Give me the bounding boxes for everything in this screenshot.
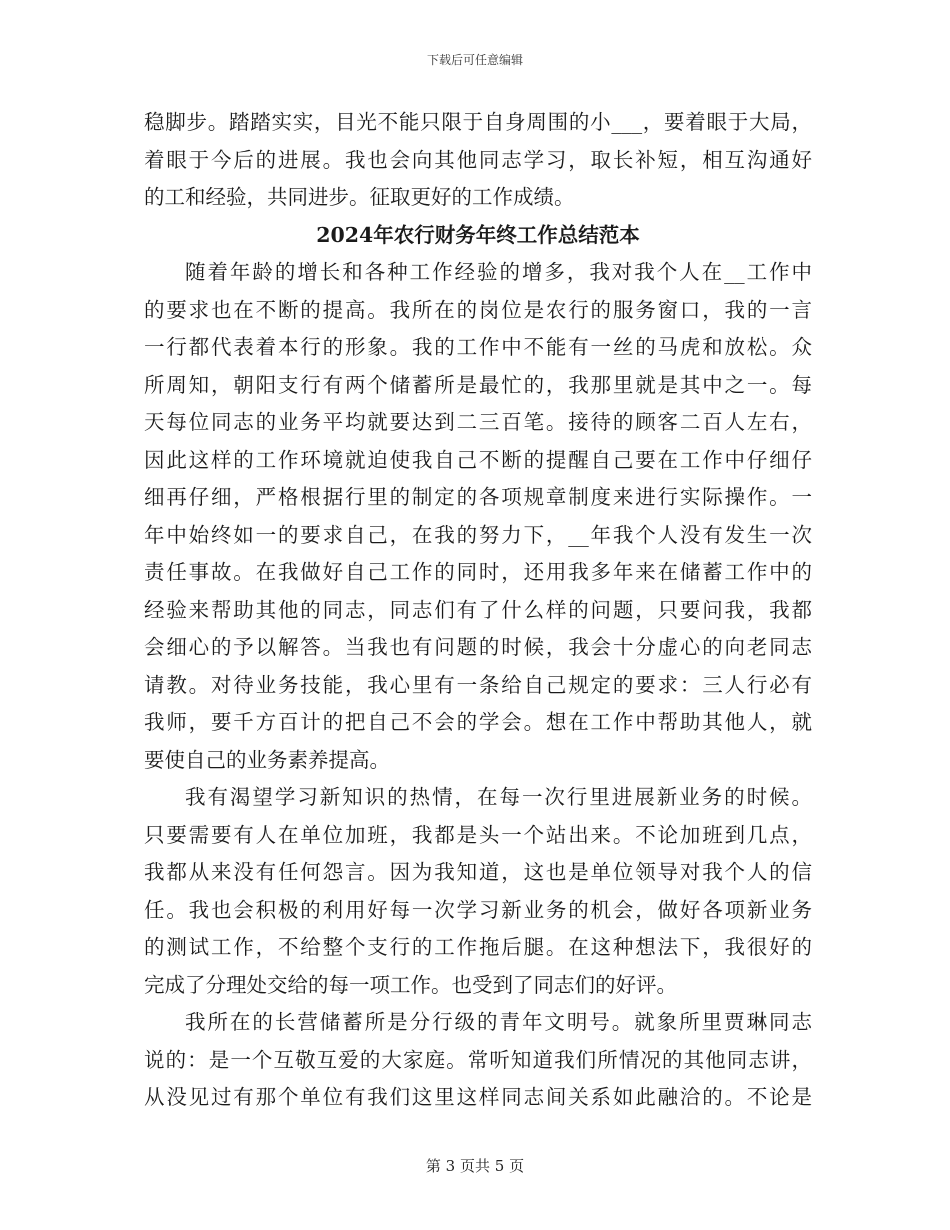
text-line: 一行都代表着本行的形象。我的工作中不能有一丝的马虎和放松。众 (144, 335, 812, 359)
text-line: 要使自己的业务素养提高。 (144, 747, 390, 772)
text-line: 任。我也会积极的利用好每一次学习新业务的机会，做好各项新业务 (144, 897, 812, 922)
text-line: 的工和经验，共同进步。征取更好的工作成绩。 (144, 185, 575, 209)
text-line: 着眼于今后的进展。我也会向其他同志学习，取长补短，相互沟通好 (144, 147, 812, 172)
text-line: 责任事故。在我做好自己工作的同时，还用我多年来在储蓄工作中的 (144, 560, 812, 584)
text-line: 完成了分理处交给的每一项工作。也受到了同志们的好评。 (144, 972, 677, 997)
intro-paragraph (144, 104, 812, 217)
paragraph-3 (144, 1004, 812, 1117)
text-line: 只要需要有人在单位加班，我都是头一个站出来。不论加班到几点， (144, 822, 812, 847)
text-line: 细再仔细，严格根据行里的制定的各项规章制度来进行实际操作。一 (144, 485, 812, 509)
text-line: 因此这样的工作环境就迫使我自己不断的提醒自己要在工作中仔细仔 (144, 447, 812, 472)
text-line: 从没见过有那个单位有我们这里这样同志间关系如此融洽的。不论是 (144, 1085, 812, 1109)
text-line: 经验来帮助其他的同志，同志们有了什么样的问题，只要问我，我都 (144, 597, 812, 622)
text-line: 年中始终如一的要求自己，在我的努力下，__年我个人没有发生一次 (144, 522, 812, 547)
page-footer: 第 3 页共 5 页 (425, 1157, 525, 1175)
text-line: 我有渴望学习新知识的热情，在每一次行里进展新业务的时候。 (185, 785, 812, 809)
paragraph-2 (144, 779, 812, 1004)
text-line: 稳脚步。踏踏实实，目光不能只限于自身周围的小___，要着眼于大局， (144, 110, 812, 134)
text-line: 所周知，朝阳支行有两个储蓄所是最忙的，我那里就是其中之一。每 (144, 372, 812, 397)
text-line: 我师，要千方百计的把自己不会的学会。想在工作中帮助其他人，就 (144, 710, 812, 734)
document-body (144, 104, 812, 1117)
text-line: 会细心的予以解答。当我也有问题的时候，我会十分虚心的向老同志 (144, 635, 812, 659)
text-line: 我都从来没有任何怨言。因为我知道，这也是单位领导对我个人的信 (144, 860, 812, 884)
text-line: 天每位同志的业务平均就要达到二三百笔。接待的顾客二百人左右， (144, 410, 812, 434)
paragraph-1 (144, 254, 812, 779)
text-line: 说的：是一个互敬互爱的大家庭。常听知道我们所情况的其他同志讲， (144, 1047, 812, 1072)
text-line: 随着年龄的增长和各种工作经验的增多，我对我个人在__工作中 (185, 260, 812, 284)
document-title: 2024年农行财务年终工作总结范本 (316, 222, 640, 247)
text-line: 的要求也在不断的提高。我所在的岗位是农行的服务窗口，我的一言 (144, 297, 812, 322)
text-line: 我所在的长营储蓄所是分行级的青年文明号。就象所里贾琳同志 (185, 1010, 812, 1034)
text-line: 的测试工作，不给整个支行的工作拖后腿。在这种想法下，我很好的 (144, 935, 812, 959)
page-header: 下载后可任意编辑 (426, 53, 523, 67)
text-line: 请教。对待业务技能，我心里有一条给自己规定的要求：三人行必有 (144, 672, 812, 697)
